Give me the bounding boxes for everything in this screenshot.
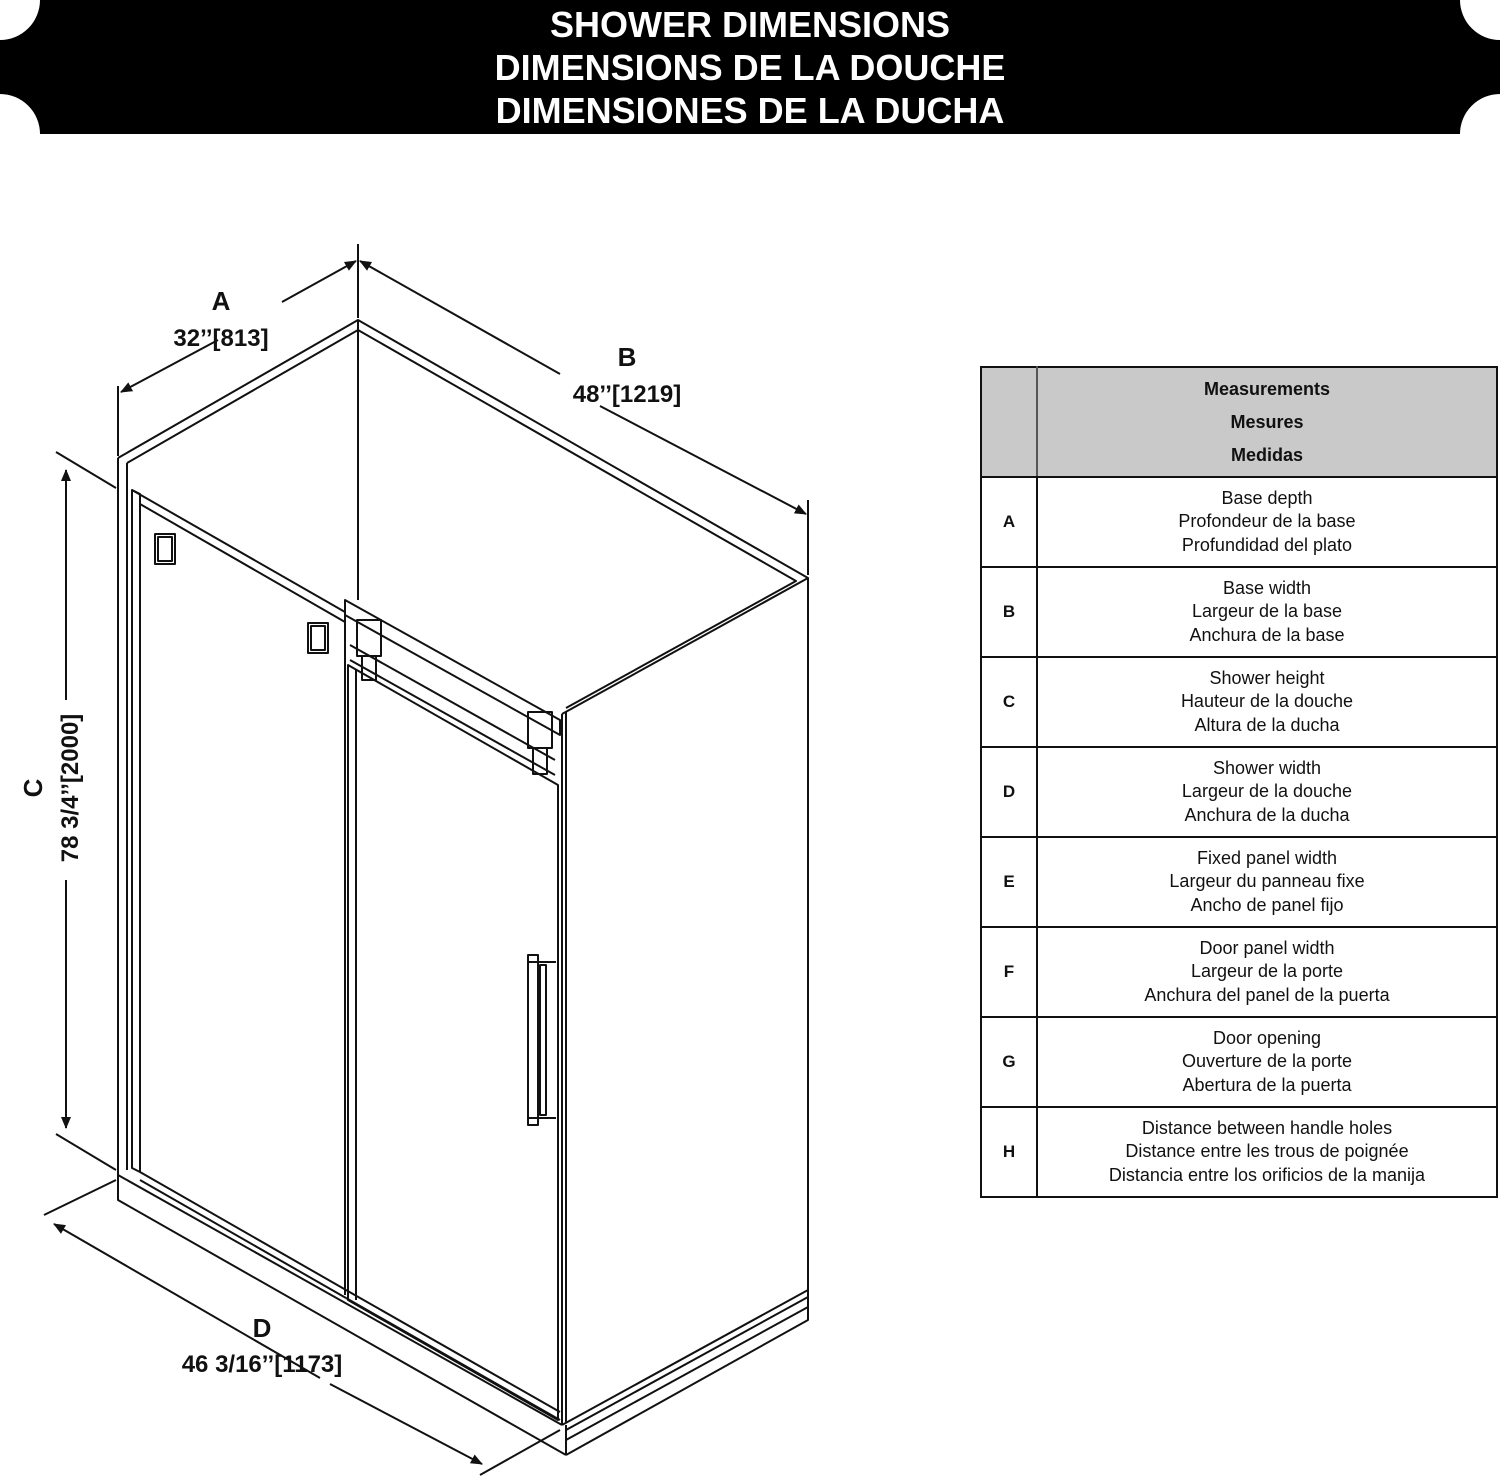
legend-header-key-cell: [981, 367, 1037, 477]
legend-line-es: Abertura de la puerta: [1182, 1074, 1352, 1095]
left-wall: [118, 458, 127, 1175]
legend-description: [1037, 1107, 1497, 1197]
sliding-door: [348, 665, 558, 1420]
legend-row: [981, 477, 1497, 567]
dimension-lines: [44, 244, 808, 1475]
legend-key: G: [981, 1017, 1037, 1107]
legend-row: [981, 567, 1497, 657]
sliding-rail: [345, 600, 560, 1295]
legend-line-fr: Largeur du panneau fixe: [1169, 871, 1365, 892]
legend-line-en: Base depth: [1221, 487, 1313, 508]
legend-line-en: Fixed panel width: [1196, 847, 1338, 868]
legend-line-es: Anchura de la ducha: [1184, 804, 1350, 825]
dim-d-letter: D: [252, 1313, 272, 1343]
legend-header-cell: [1037, 367, 1497, 477]
legend-row: [981, 837, 1497, 927]
dim-a-letter: A: [211, 286, 231, 316]
legend-line-fr: Largeur de la douche: [1181, 781, 1353, 802]
legend-row: [981, 1107, 1497, 1197]
dim-a-value: 32’’[813]: [173, 325, 269, 352]
legend-line-fr: Profondeur de la base: [1178, 511, 1356, 532]
legend-line-en: Distance between handle holes: [1141, 1117, 1393, 1138]
dim-c-letter: C: [18, 778, 48, 798]
legend-line-es: Anchura del panel de la puerta: [1144, 984, 1390, 1005]
legend-line-es: Altura de la ducha: [1194, 714, 1340, 735]
top-rim: [118, 320, 808, 714]
legend-description: [1037, 567, 1497, 657]
legend-header-en: Measurements: [1203, 378, 1331, 399]
dim-d-value: 46 3/16’’[1173]: [181, 1351, 343, 1378]
right-wall: [562, 578, 808, 1425]
banner-title-es: DIMENSIONES DE LA DUCHA: [495, 89, 1005, 131]
dim-b-letter: B: [617, 342, 637, 372]
legend-line-fr: Largeur de la porte: [1190, 961, 1344, 982]
legend-description: [1037, 747, 1497, 837]
banner-title-fr: DIMENSIONS DE LA DOUCHE: [494, 46, 1006, 88]
legend-line-es: Distancia entre los orificios de la manija: [1108, 1164, 1426, 1185]
legend-row: [981, 657, 1497, 747]
legend-key: F: [981, 927, 1037, 1017]
legend-key: C: [981, 657, 1037, 747]
legend-row: [981, 747, 1497, 837]
banner-title-en: SHOWER DIMENSIONS: [549, 3, 951, 45]
legend-line-en: Base width: [1222, 577, 1312, 598]
shower-base: [118, 1175, 808, 1455]
legend-row: [981, 927, 1497, 1017]
legend-header-row: [981, 367, 1497, 477]
legend-key: E: [981, 837, 1037, 927]
dim-c-value: 78 3/4’’[2000]: [57, 713, 84, 863]
legend-line-es: Profundidad del plato: [1181, 534, 1353, 555]
legend-description: [1037, 837, 1497, 927]
legend-header-fr: Mesures: [1230, 411, 1304, 432]
measurements-legend-table: [980, 366, 1498, 1198]
legend-line-es: Anchura de la base: [1189, 624, 1345, 645]
legend-line-en: Shower height: [1209, 667, 1325, 688]
dim-b-value: 48’’[1219]: [572, 381, 682, 408]
legend-line-fr: Distance entre les trous de poignée: [1125, 1141, 1409, 1162]
legend-line-en: Shower width: [1212, 757, 1322, 778]
legend-line-en: Door panel width: [1199, 937, 1335, 958]
legend-description: [1037, 927, 1497, 1017]
legend-line-es: Ancho de panel fijo: [1190, 894, 1344, 915]
legend-line-en: Door opening: [1212, 1027, 1322, 1048]
fixed-panel: [132, 490, 346, 1298]
legend-line-fr: Largeur de la base: [1191, 601, 1343, 622]
legend-header-es: Medidas: [1230, 444, 1304, 465]
legend-row: [981, 1017, 1497, 1107]
legend-description: [1037, 1017, 1497, 1107]
legend-description: [1037, 657, 1497, 747]
legend-key: H: [981, 1107, 1037, 1197]
legend-line-fr: Hauteur de la douche: [1180, 691, 1354, 712]
legend-line-fr: Ouverture de la porte: [1181, 1051, 1353, 1072]
legend-key: D: [981, 747, 1037, 837]
legend-description: [1037, 477, 1497, 567]
legend-key: B: [981, 567, 1037, 657]
legend-key: A: [981, 477, 1037, 567]
